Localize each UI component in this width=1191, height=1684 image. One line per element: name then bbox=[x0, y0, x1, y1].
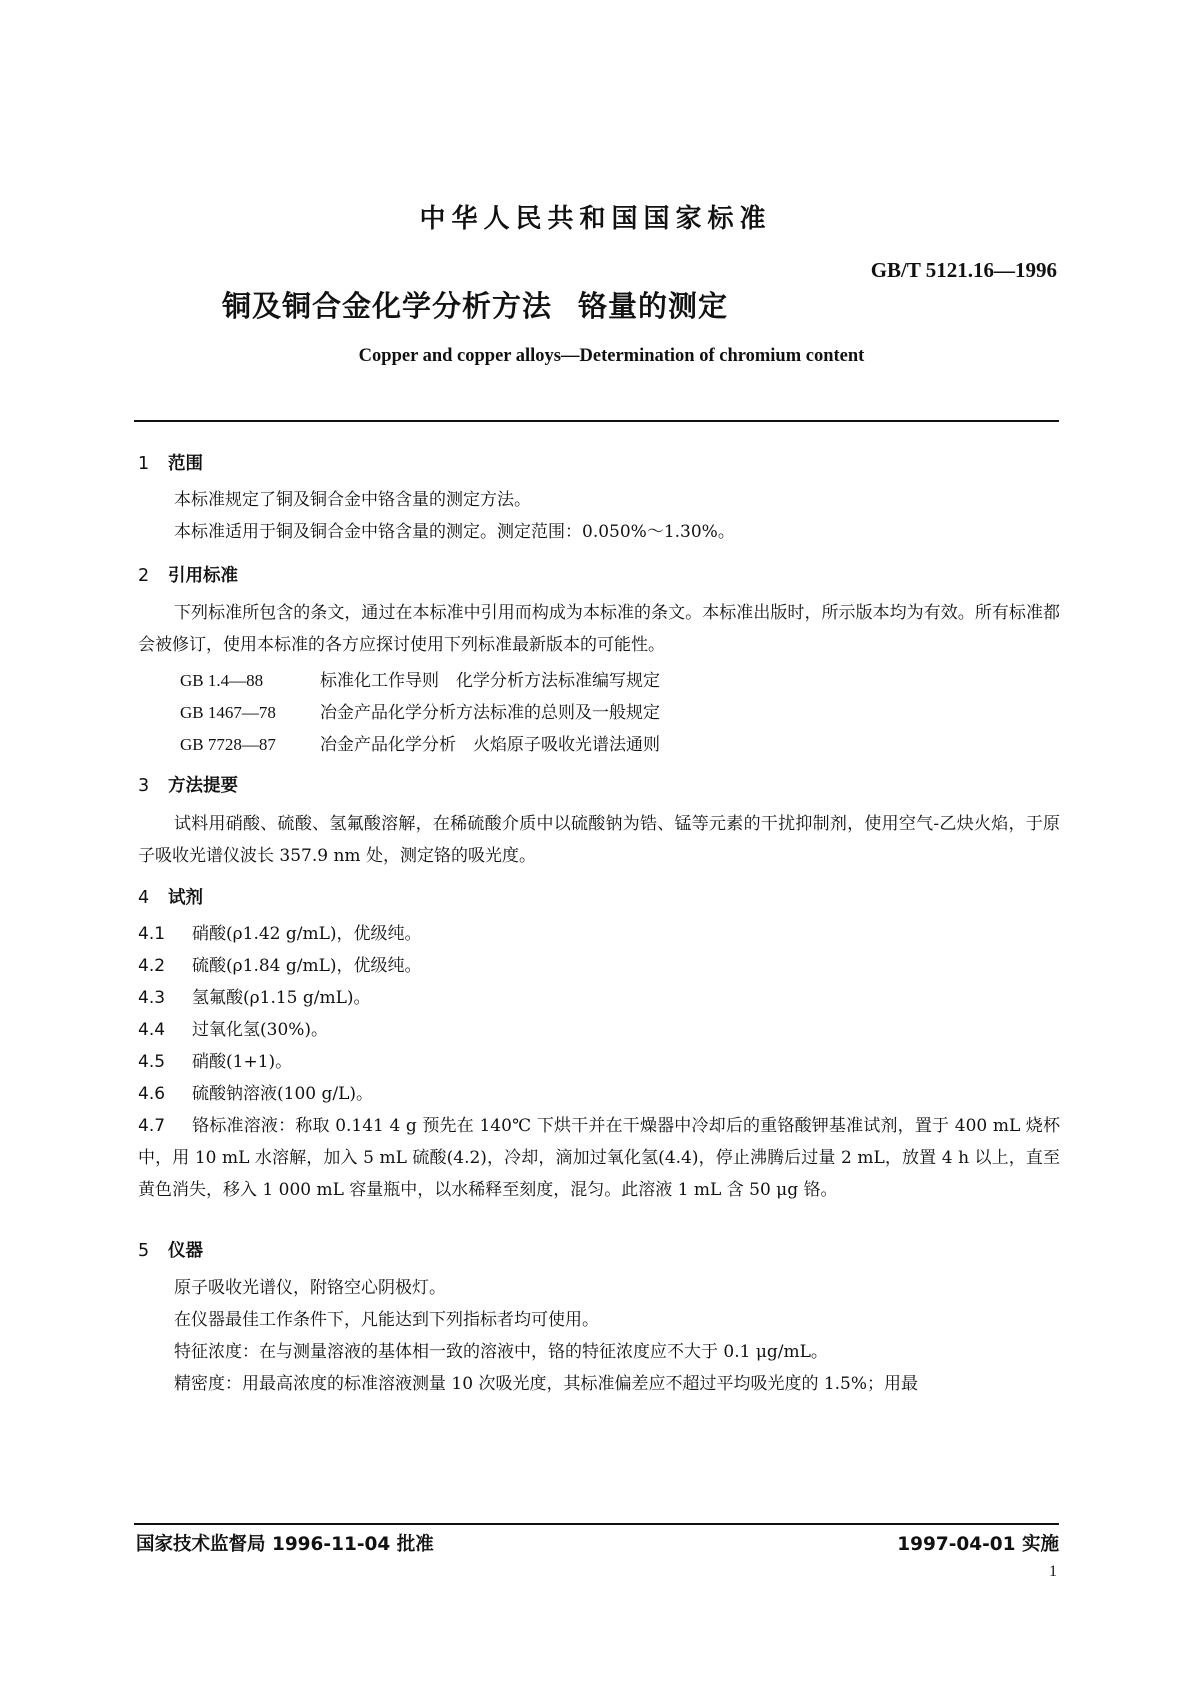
section-number: 3 bbox=[138, 776, 150, 796]
item-text: 铬标准溶液：称取 0.141 4 g 预先在 140℃ 下烘干并在干燥器中冷却后的重铬酸钾基准试剂，置于 400 mL 烧杯中，用 10 mL 水溶解，加入 5 mL 硫酸(4.2)，冷却，滴加过氧化氢(4.4)，停止沸腾后过量 2 mL，放置 4 h 以上，直至黄色消失，移入 1 000 mL 容量瓶中，以水稀释至刻度，混匀。此溶液 1 mL 含 50 μg 铬。 bbox=[138, 1116, 1060, 1200]
section-2-heading bbox=[138, 562, 238, 587]
english-title: Copper and copper alloys—Determination of chromium content bbox=[358, 346, 865, 366]
reagent-item bbox=[138, 1014, 1060, 1046]
item-number: 4.4 bbox=[138, 1020, 166, 1040]
section-title: 试剂 bbox=[168, 888, 203, 908]
item-text: 硫酸钠溶液(100 g/L)。 bbox=[192, 1084, 374, 1104]
section-1-heading bbox=[138, 450, 203, 475]
item-number: 4.5 bbox=[138, 1052, 166, 1072]
reagent-item bbox=[138, 1078, 1060, 1110]
reagent-item bbox=[138, 982, 1060, 1014]
section-number: 4 bbox=[138, 888, 150, 908]
reagent-item bbox=[138, 950, 1060, 982]
section-4-body bbox=[138, 918, 1060, 1206]
reagent-item bbox=[138, 1110, 1060, 1206]
section-2-body bbox=[138, 597, 1060, 661]
page-number: 1 bbox=[1049, 1563, 1057, 1580]
reference-item bbox=[180, 666, 660, 691]
reference-title: 冶金产品化学分析方法标准的总则及一般规定 bbox=[320, 703, 660, 723]
item-number: 4.6 bbox=[138, 1084, 166, 1104]
reagent-item bbox=[138, 918, 1060, 950]
paragraph: 精密度：用最高浓度的标准溶液测量 10 次吸光度，其标准偏差应不超过平均吸光度的 1.5%；用最 bbox=[174, 1374, 919, 1394]
implementation-date: 1997-04-01 实施 bbox=[897, 1534, 1059, 1555]
reference-code: GB 1467—78 bbox=[180, 703, 276, 722]
reference-code: GB 1.4—88 bbox=[180, 671, 264, 690]
approval-date: 国家技术监督局 1996-11-04 批准 bbox=[136, 1534, 434, 1555]
paragraph: 特征浓度：在与测量溶液的基体相一致的溶液中，铬的特征浓度应不大于 0.1 μg/mL。 bbox=[174, 1342, 828, 1362]
document-title-part1: 铜及铜合金化学分析方法 bbox=[222, 289, 553, 323]
section-number: 1 bbox=[138, 454, 150, 474]
section-5-body bbox=[138, 1272, 1060, 1400]
reagent-item bbox=[138, 1046, 1060, 1078]
section-title: 方法提要 bbox=[168, 776, 238, 796]
reference-item bbox=[180, 730, 660, 755]
section-1-body bbox=[138, 484, 1060, 548]
section-number: 2 bbox=[138, 566, 150, 586]
section-number: 5 bbox=[138, 1241, 150, 1261]
paragraph: 在仪器最佳工作条件下，凡能达到下列指标者均可使用。 bbox=[174, 1310, 599, 1330]
document-title-part2: 铬量的测定 bbox=[578, 289, 729, 323]
item-number: 4.1 bbox=[138, 924, 166, 944]
item-number: 4.2 bbox=[138, 956, 166, 976]
header-divider bbox=[134, 420, 1059, 422]
section-3-heading bbox=[138, 772, 238, 797]
reference-code: GB 7728—87 bbox=[180, 735, 276, 754]
section-title: 范围 bbox=[168, 454, 203, 474]
item-text: 过氧化氢(30%)。 bbox=[192, 1020, 329, 1040]
reference-title: 标准化工作导则 化学分析方法标准编写规定 bbox=[320, 671, 660, 691]
section-4-heading bbox=[138, 884, 203, 909]
item-number: 4.3 bbox=[138, 988, 166, 1008]
document-title bbox=[222, 284, 728, 325]
section-5-heading bbox=[138, 1237, 203, 1262]
paragraph: 下列标准所包含的条文，通过在本标准中引用而构成为本标准的条文。本标准出版时，所示版本均为有效。所有标准都会被修订，使用本标准的各方应探讨使用下列标准最新版本的可能性。 bbox=[138, 603, 1060, 655]
item-text: 氢氟酸(ρ1.15 g/mL)。 bbox=[192, 988, 371, 1008]
paragraph: 本标准规定了铜及铜合金中铬含量的测定方法。 bbox=[174, 490, 531, 510]
item-text: 硝酸(ρ1.42 g/mL)，优级纯。 bbox=[192, 924, 422, 944]
national-standard-title: 中华人民共和国国家标准 bbox=[419, 204, 772, 234]
item-text: 硝酸(1+1)。 bbox=[192, 1052, 293, 1072]
footer-divider bbox=[134, 1523, 1059, 1525]
paragraph: 试料用硝酸、硫酸、氢氟酸溶解，在稀硫酸介质中以硫酸钠为锆、锰等元素的干扰抑制剂，使用空气-乙炔火焰，于原子吸收光谱仪波长 357.9 nm 处，测定铬的吸光度。 bbox=[138, 814, 1060, 866]
section-3-body bbox=[138, 808, 1060, 872]
reference-title: 冶金产品化学分析 火焰原子吸收光谱法通则 bbox=[320, 735, 660, 755]
item-text: 硫酸(ρ1.84 g/mL)，优级纯。 bbox=[192, 956, 422, 976]
paragraph: 本标准适用于铜及铜合金中铬含量的测定。测定范围：0.050%～1.30%。 bbox=[174, 522, 735, 542]
paragraph: 原子吸收光谱仪，附铬空心阴极灯。 bbox=[174, 1278, 446, 1298]
reference-item bbox=[180, 698, 660, 723]
standard-number: GB/T 5121.16—1996 bbox=[870, 258, 1057, 282]
section-title: 仪器 bbox=[168, 1241, 203, 1261]
section-title: 引用标准 bbox=[168, 566, 238, 586]
item-number: 4.7 bbox=[138, 1116, 166, 1136]
